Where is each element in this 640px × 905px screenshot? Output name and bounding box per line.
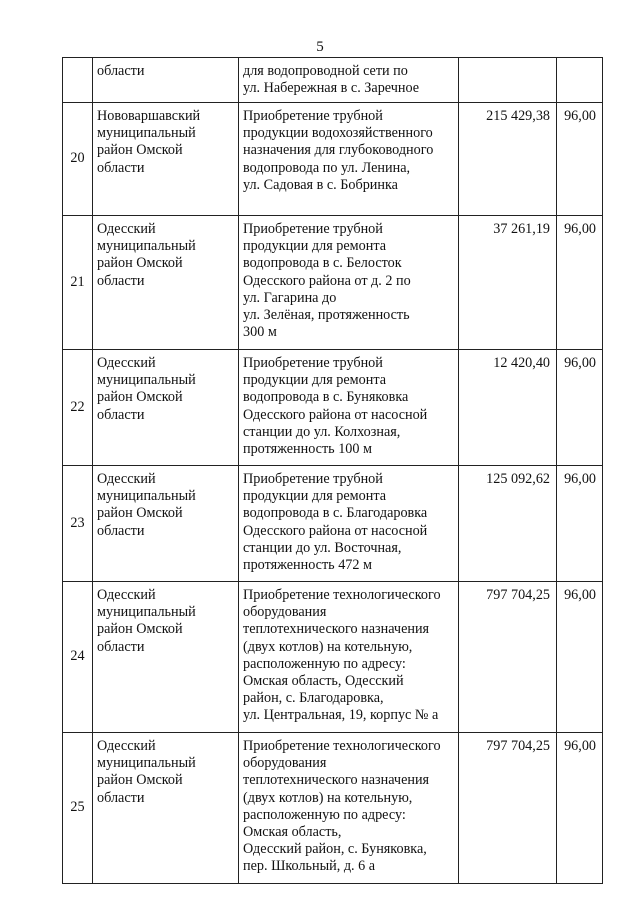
recipient-line: район Омской (97, 505, 183, 522)
recipient-line: район Омской (97, 255, 183, 272)
table-row (63, 58, 603, 103)
recipient-line: муниципальный (97, 755, 196, 772)
recipient-line: области (97, 789, 145, 806)
funding-table (62, 57, 603, 884)
purpose-line: продукции водохозяйственного (243, 125, 433, 142)
row-number: 22 (63, 350, 93, 466)
recipient-line: Нововаршавский (97, 108, 201, 124)
purpose-line: продукции для ремонта (243, 488, 386, 505)
table-row (63, 103, 603, 216)
recipient-cell (93, 733, 239, 884)
purpose-line: продукции для ремонта (243, 238, 386, 255)
recipient-cell (93, 582, 239, 733)
purpose-line: Омская область, (243, 824, 342, 841)
purpose-line: Приобретение технологического (243, 738, 441, 754)
purpose-cell (239, 216, 459, 350)
recipient-line: области (97, 272, 145, 289)
row-number: 20 (63, 103, 93, 216)
recipient-cell (93, 103, 239, 216)
amount-cell: 797 704,25 (459, 733, 557, 884)
purpose-line: Одесского района от насосной (243, 406, 428, 423)
recipient-line: области (97, 522, 145, 539)
purpose-cell (239, 466, 459, 582)
recipient-cell (93, 350, 239, 466)
recipient-line: области (97, 406, 145, 423)
purpose-line: ул. Садовая в с. Бобринка (243, 176, 398, 193)
page-number: 5 (316, 39, 324, 55)
amount-cell: 797 704,25 (459, 582, 557, 733)
purpose-line: протяженность 472 м (243, 557, 372, 574)
purpose-line: водопровода в с. Белосток (243, 255, 402, 272)
purpose-line: ул. Гагарина до (243, 289, 337, 306)
amount-cell: 12 420,40 (459, 350, 557, 466)
table-row (63, 466, 603, 582)
purpose-line: Одесский район, с. Буняковка, (243, 841, 427, 858)
percent-cell: 96,00 (557, 216, 603, 350)
purpose-line: оборудования (243, 755, 327, 772)
percent-cell (557, 58, 603, 103)
purpose-line: район, с. Благодаровка, (243, 690, 384, 707)
purpose-line: водопровода в с. Благодаровка (243, 505, 428, 522)
purpose-line: 300 м (243, 324, 277, 341)
purpose-line: (двух котлов) на котельную, (243, 789, 413, 806)
purpose-line: расположенную по адресу: (243, 655, 406, 672)
purpose-line: Омская область, Одесский (243, 673, 404, 690)
purpose-line: для водопроводной сети по (243, 63, 408, 79)
purpose-cell (239, 582, 459, 733)
recipient-line: Одесский (97, 587, 156, 603)
purpose-line: теплотехнического назначения (243, 772, 430, 789)
purpose-cell (239, 733, 459, 884)
row-number: 25 (63, 733, 93, 884)
amount-cell: 125 092,62 (459, 466, 557, 582)
recipient-line: Одесский (97, 471, 156, 487)
recipient-cell (93, 466, 239, 582)
row-number (63, 58, 93, 103)
recipient-line: район Омской (97, 621, 183, 638)
purpose-line: Приобретение трубной (243, 108, 383, 124)
purpose-line: ул. Зелёная, протяженность (243, 307, 410, 324)
recipient-line: области (97, 63, 145, 79)
purpose-line: оборудования (243, 604, 327, 621)
recipient-line: район Омской (97, 389, 183, 406)
purpose-line: расположенную по адресу: (243, 806, 406, 823)
purpose-cell (239, 350, 459, 466)
row-number: 23 (63, 466, 93, 582)
recipient-cell (93, 58, 239, 103)
table-row (63, 350, 603, 466)
percent-cell: 96,00 (557, 103, 603, 216)
recipient-line: муниципальный (97, 372, 196, 389)
purpose-line: ул. Набережная в с. Заречное (243, 80, 420, 97)
percent-cell: 96,00 (557, 350, 603, 466)
purpose-line: Одесского района от насосной (243, 522, 428, 539)
recipient-line: Одесский (97, 355, 156, 371)
recipient-line: район Омской (97, 772, 183, 789)
purpose-line: Приобретение трубной (243, 355, 383, 371)
purpose-cell (239, 103, 459, 216)
table-row (63, 733, 603, 884)
recipient-line: муниципальный (97, 604, 196, 621)
purpose-line: назначения для глубоководного (243, 142, 434, 159)
purpose-line: станции до ул. Восточная, (243, 539, 402, 556)
amount-cell: 215 429,38 (459, 103, 557, 216)
amount-cell: 37 261,19 (459, 216, 557, 350)
purpose-cell (239, 58, 459, 103)
purpose-line: теплотехнического назначения (243, 621, 430, 638)
purpose-line: водопровода по ул. Ленина, (243, 159, 411, 176)
purpose-line: (двух котлов) на котельную, (243, 638, 413, 655)
purpose-line: Приобретение трубной (243, 471, 383, 487)
recipient-line: области (97, 159, 145, 176)
recipient-cell (93, 216, 239, 350)
recipient-line: Одесский (97, 221, 156, 237)
table-row (63, 582, 603, 733)
row-number: 24 (63, 582, 93, 733)
purpose-line: водопровода в с. Буняковка (243, 389, 409, 406)
recipient-line: муниципальный (97, 488, 196, 505)
purpose-line: ул. Центральная, 19, корпус № а (243, 707, 439, 724)
row-number: 21 (63, 216, 93, 350)
purpose-line: пер. Школьный, д. 6 а (243, 858, 376, 875)
purpose-line: Приобретение трубной (243, 221, 383, 237)
recipient-line: муниципальный (97, 238, 196, 255)
percent-cell: 96,00 (557, 466, 603, 582)
purpose-line: Одесского района от д. 2 по (243, 272, 411, 289)
table-row (63, 216, 603, 350)
recipient-line: области (97, 638, 145, 655)
recipient-line: муниципальный (97, 125, 196, 142)
purpose-line: Приобретение технологического (243, 587, 441, 603)
recipient-line: Одесский (97, 738, 156, 754)
amount-cell (459, 58, 557, 103)
recipient-line: район Омской (97, 142, 183, 159)
percent-cell: 96,00 (557, 582, 603, 733)
purpose-line: протяженность 100 м (243, 441, 372, 458)
purpose-line: станции до ул. Колхозная, (243, 423, 401, 440)
purpose-line: продукции для ремонта (243, 372, 386, 389)
percent-cell: 96,00 (557, 733, 603, 884)
